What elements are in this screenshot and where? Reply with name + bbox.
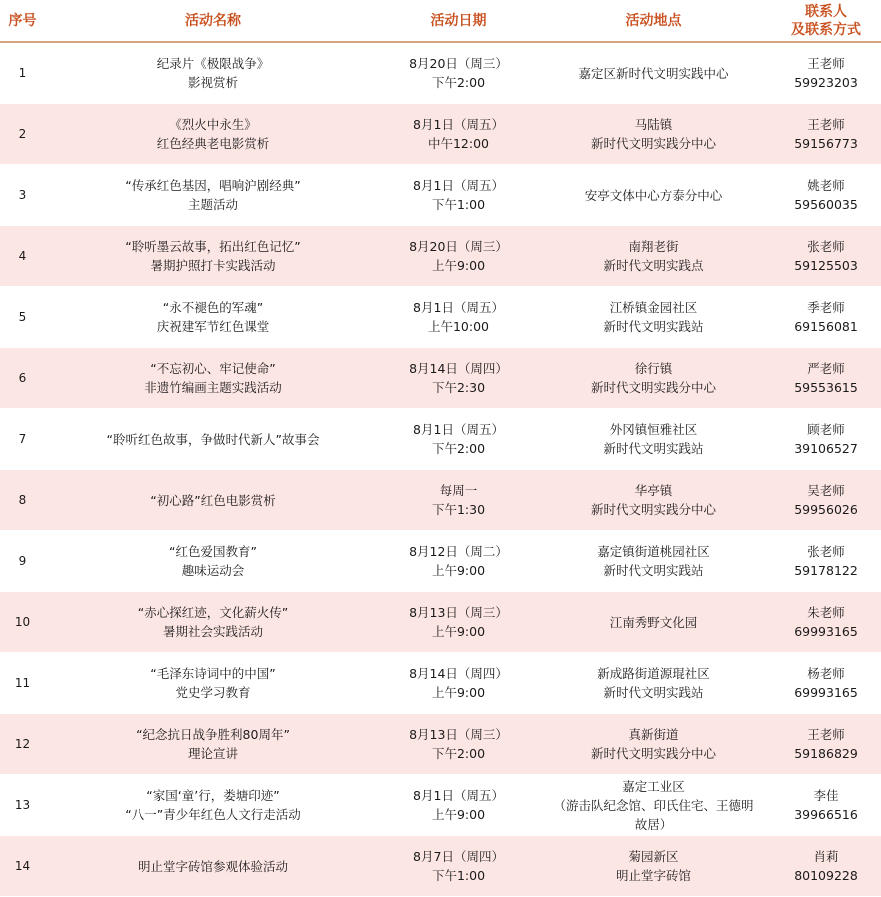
table-row [0,836,881,897]
cell-activity-location: 江南秀野文化园 [536,592,771,653]
cell-index: 11 [0,653,45,714]
table-body [0,42,881,897]
cell-activity-name: “纪念抗日战争胜利80周年” 理论宣讲 [45,714,381,775]
cell-activity-location: 华亭镇 新时代文明实践分中心 [536,470,771,531]
cell-activity-location: 徐行镇 新时代文明实践分中心 [536,348,771,409]
cell-index: 1 [0,42,45,104]
cell-contact: 王老师 59923203 [771,42,881,104]
cell-activity-location: 嘉定镇街道桃园社区 新时代文明实践站 [536,531,771,592]
cell-activity-location: 南翔老街 新时代文明实践点 [536,226,771,287]
cell-activity-date: 8月7日（周四） 下午1:00 [381,836,536,897]
cell-activity-date: 8月13日（周三） 下午2:00 [381,714,536,775]
cell-activity-date: 8月20日（周三） 下午2:00 [381,42,536,104]
cell-activity-date: 8月1日（周五） 上午9:00 [381,775,536,836]
cell-index: 5 [0,287,45,348]
cell-activity-date: 8月12日（周二） 上午9:00 [381,531,536,592]
table-row [0,409,881,470]
cell-index: 8 [0,470,45,531]
table-row [0,714,881,775]
header-index: 序号 [0,0,45,42]
header-activity-location: 活动地点 [536,0,771,42]
cell-contact: 季老师 69156081 [771,287,881,348]
cell-activity-name: 《烈火中永生》 红色经典老电影赏析 [45,104,381,165]
cell-index: 2 [0,104,45,165]
cell-activity-name: “聆听墨云故事，拓出红色记忆” 暑期护照打卡实践活动 [45,226,381,287]
table-row [0,653,881,714]
cell-activity-name: 明止堂字砖馆参观体验活动 [45,836,381,897]
cell-activity-name: “红色爱国教育” 趣味运动会 [45,531,381,592]
table-row [0,592,881,653]
table-row [0,226,881,287]
cell-index: 7 [0,409,45,470]
cell-activity-date: 8月1日（周五） 下午2:00 [381,409,536,470]
cell-activity-date: 每周一 下午1:30 [381,470,536,531]
table-row [0,531,881,592]
cell-contact: 杨老师 69993165 [771,653,881,714]
cell-contact: 顾老师 39106527 [771,409,881,470]
cell-activity-name: 纪录片《极限战争》 影视赏析 [45,42,381,104]
cell-index: 13 [0,775,45,836]
table-row [0,775,881,836]
cell-activity-location: 马陆镇 新时代文明实践分中心 [536,104,771,165]
header-contact: 联系人 及联系方式 [771,0,881,42]
cell-index: 9 [0,531,45,592]
cell-contact: 姚老师 59560035 [771,165,881,226]
cell-activity-date: 8月14日（周四） 下午2:30 [381,348,536,409]
cell-index: 6 [0,348,45,409]
cell-activity-date: 8月1日（周五） 上午10:00 [381,287,536,348]
cell-activity-date: 8月1日（周五） 中午12:00 [381,104,536,165]
header-activity-name: 活动名称 [45,0,381,42]
cell-activity-location: 嘉定工业区 （游击队纪念馆、印氏住宅、王德明 故居） [536,775,771,836]
cell-activity-date: 8月13日（周三） 上午9:00 [381,592,536,653]
cell-activity-name: “家国‘童’行，娄塘印迹” “八一”青少年红色人文行走活动 [45,775,381,836]
table-row [0,165,881,226]
cell-activity-name: “传承红色基因，唱响沪剧经典” 主题活动 [45,165,381,226]
table-row [0,104,881,165]
header-activity-date: 活动日期 [381,0,536,42]
cell-activity-name: “不忘初心、牢记使命” 非遗竹编画主题实践活动 [45,348,381,409]
cell-contact: 张老师 59178122 [771,531,881,592]
cell-activity-name: “永不褪色的军魂” 庆祝建军节红色课堂 [45,287,381,348]
cell-contact: 王老师 59156773 [771,104,881,165]
cell-contact: 王老师 59186829 [771,714,881,775]
table-row [0,470,881,531]
cell-activity-date: 8月14日（周四） 上午9:00 [381,653,536,714]
cell-index: 4 [0,226,45,287]
cell-activity-location: 真新街道 新时代文明实践分中心 [536,714,771,775]
cell-activity-name: “初心路”红色电影赏析 [45,470,381,531]
cell-activity-location: 嘉定区新时代文明实践中心 [536,42,771,104]
cell-activity-name: “聆听红色故事，争做时代新人”故事会 [45,409,381,470]
header-row [0,0,881,42]
table-row [0,287,881,348]
cell-activity-name: “赤心探红迹，文化薪火传” 暑期社会实践活动 [45,592,381,653]
cell-activity-location: 外冈镇恒雅社区 新时代文明实践站 [536,409,771,470]
cell-index: 14 [0,836,45,897]
cell-index: 3 [0,165,45,226]
cell-contact: 吴老师 59956026 [771,470,881,531]
cell-contact: 肖莉 80109228 [771,836,881,897]
cell-activity-date: 8月1日（周五） 下午1:00 [381,165,536,226]
table-row [0,348,881,409]
cell-activity-location: 安亭文体中心方泰分中心 [536,165,771,226]
cell-activity-location: 新成路街道源琨社区 新时代文明实践站 [536,653,771,714]
cell-contact: 严老师 59553615 [771,348,881,409]
cell-index: 12 [0,714,45,775]
cell-contact: 朱老师 69993165 [771,592,881,653]
table-row [0,42,881,104]
cell-activity-location: 江桥镇金园社区 新时代文明实践站 [536,287,771,348]
cell-activity-location: 菊园新区 明止堂字砖馆 [536,836,771,897]
cell-contact: 李佳 39966516 [771,775,881,836]
cell-activity-date: 8月20日（周三） 上午9:00 [381,226,536,287]
cell-index: 10 [0,592,45,653]
cell-activity-name: “毛泽东诗词中的中国” 党史学习教育 [45,653,381,714]
cell-contact: 张老师 59125503 [771,226,881,287]
